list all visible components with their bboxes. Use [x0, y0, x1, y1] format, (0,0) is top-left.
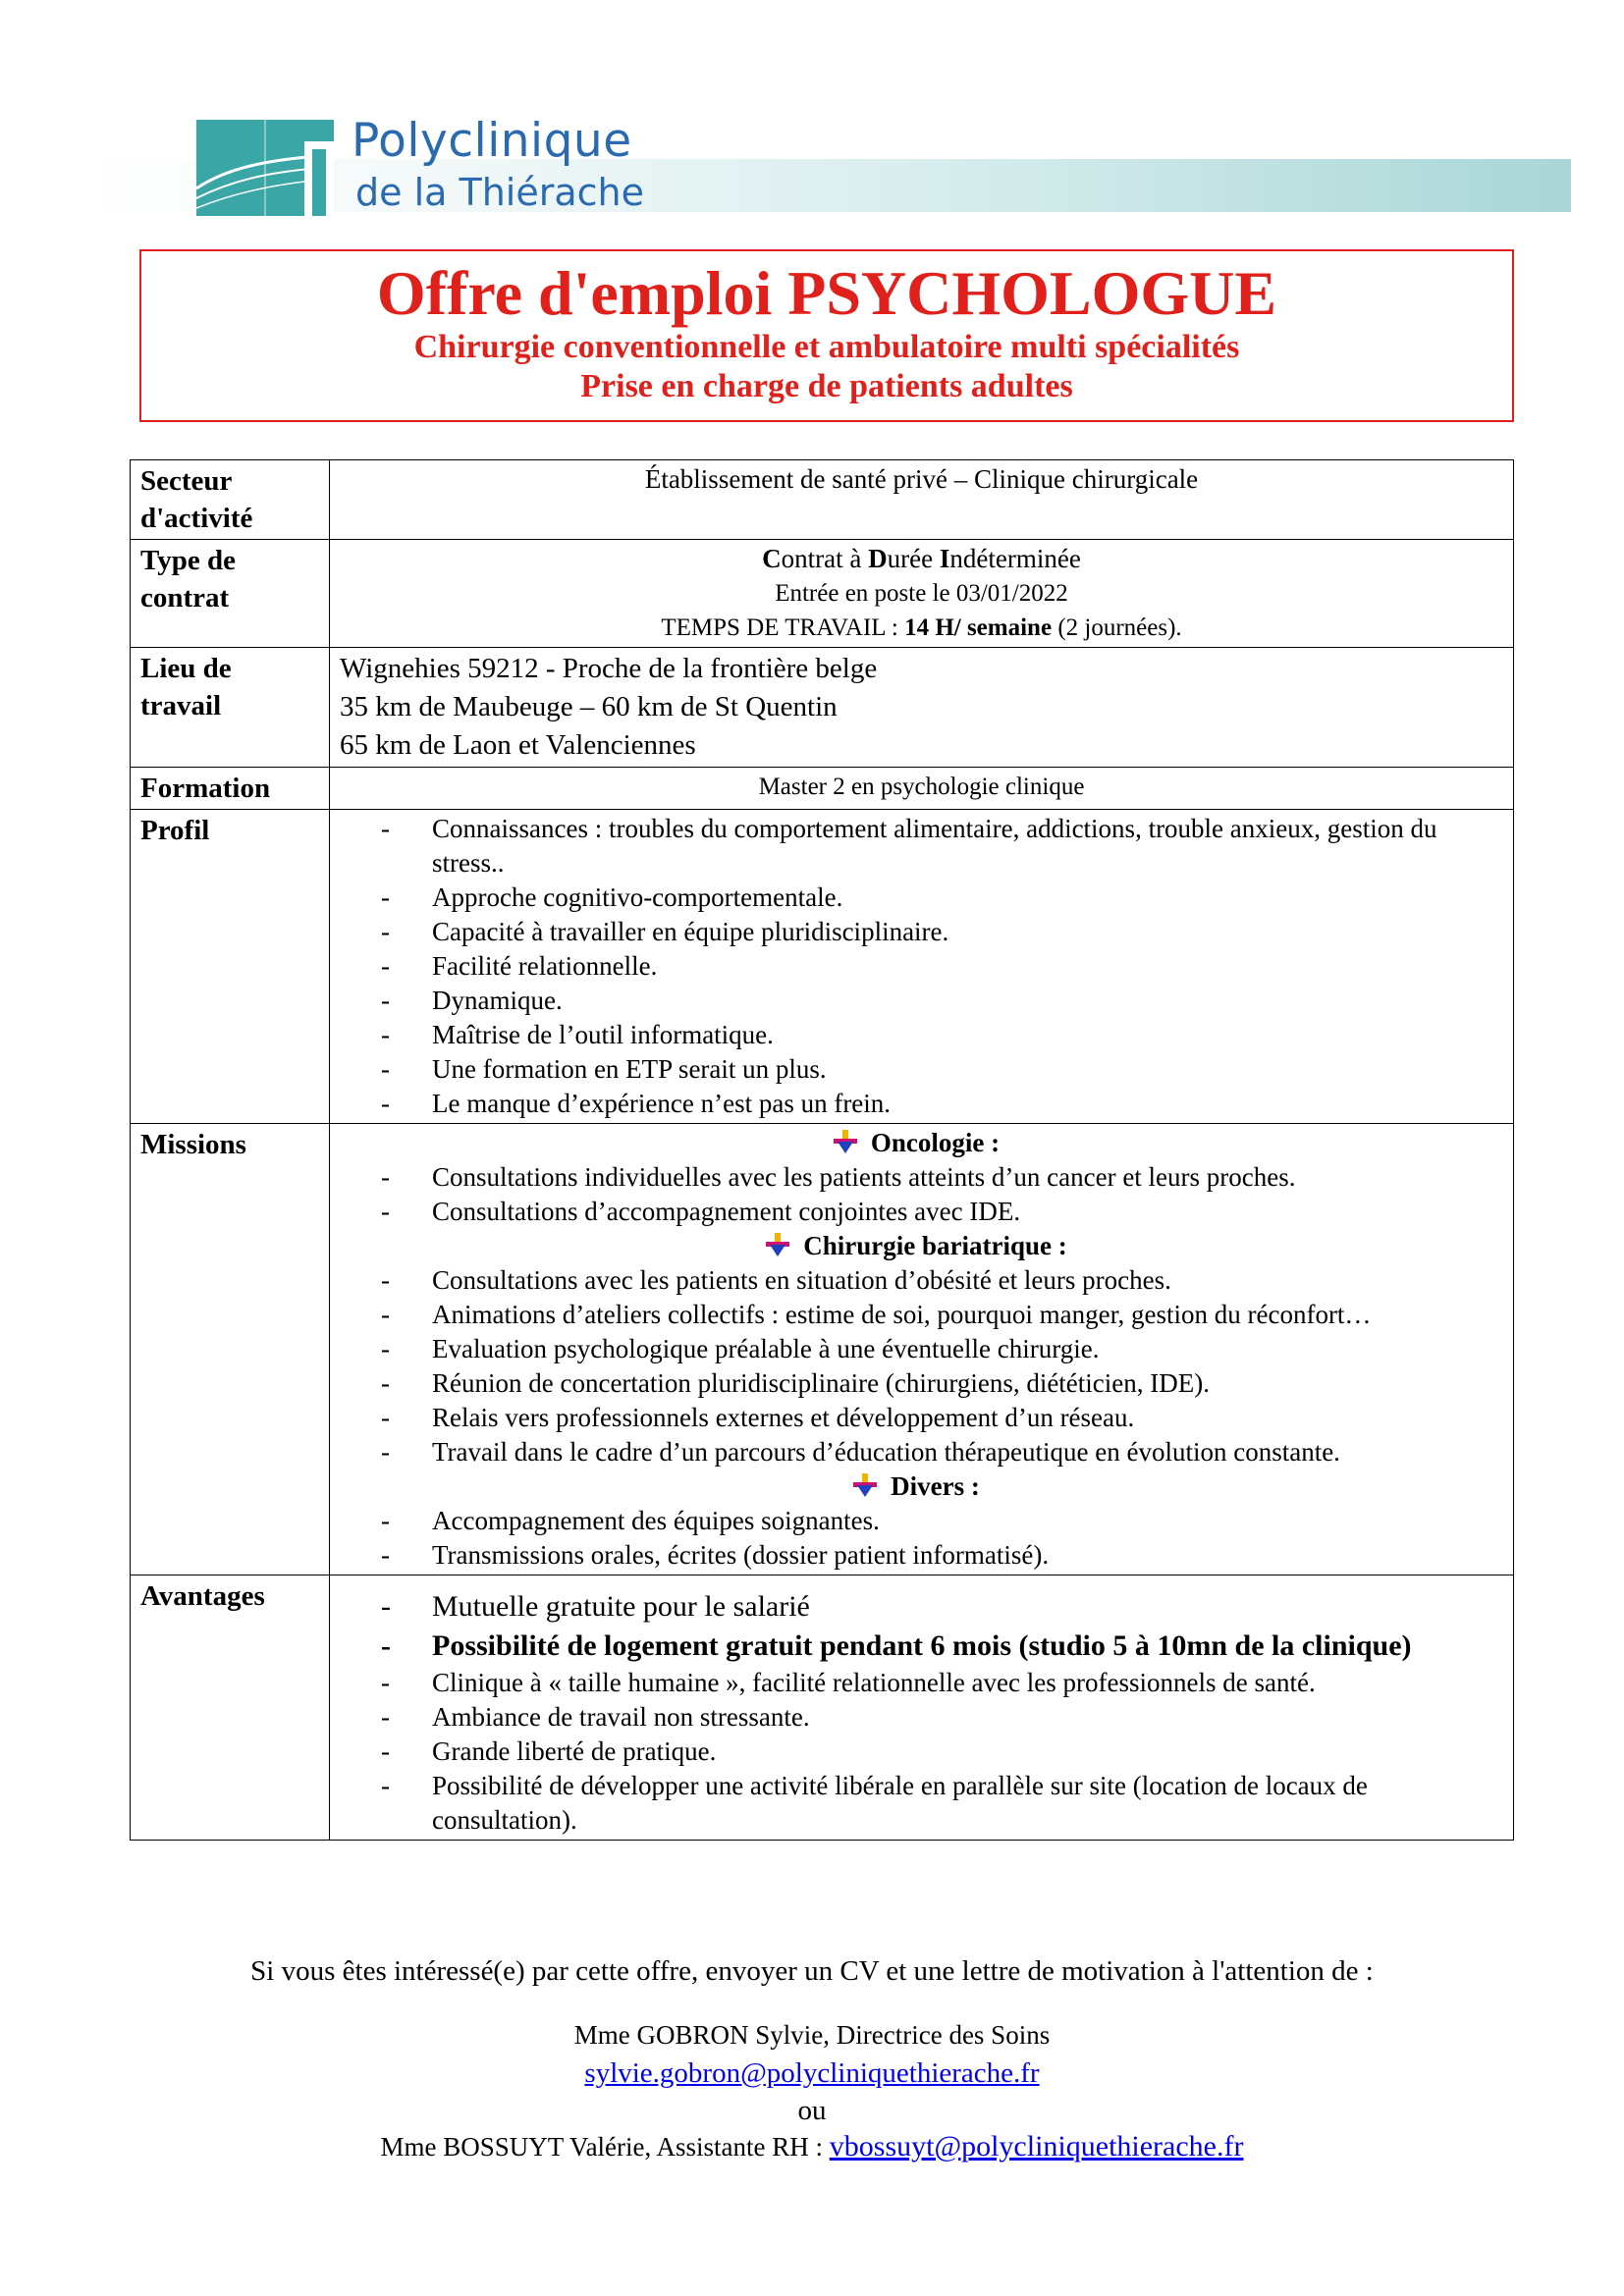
list-item: - Capacité à travailler en équipe pluridisciplinaire. [330, 915, 1503, 949]
list-item: - Le manque d’expérience n’est pas un frein. [330, 1087, 1503, 1121]
title-subline-2: Prise en charge de patients adultes [580, 368, 1073, 404]
value-profil [330, 810, 1514, 1124]
list-item: - Dynamique. [330, 984, 1503, 1018]
application-instructions: Si vous êtes intéressé(e) par cette offre, envoyer un CV et une lettre de motivation à l'attention de : [250, 1955, 1374, 1987]
row-formation [131, 768, 1514, 810]
row-secteur [131, 460, 1514, 540]
job-title-box [139, 249, 1514, 422]
oncologie-list [330, 1160, 1503, 1229]
list-item: - Clinique à « taille humaine », facilité relationnelle avec les professionnels de santé. [330, 1666, 1503, 1700]
list-item: - Approche cognitivo-comportementale. [330, 881, 1503, 915]
avantages-list [330, 1587, 1503, 1838]
row-contrat [131, 540, 1514, 648]
section-oncologie: Oncologie : [330, 1126, 1503, 1160]
contract-type: Contrat à Durée Indéterminée [762, 544, 1081, 573]
down-arrow-icon [766, 1233, 789, 1256]
divers-list [330, 1504, 1503, 1573]
value-lieu [330, 648, 1514, 768]
list-item: - Consultations individuelles avec les patients atteints d’un cancer et leurs proches. [330, 1160, 1503, 1195]
section-divers: Divers : [330, 1469, 1503, 1504]
list-item: - Evaluation psychologique préalable à une éventuelle chirurgie. [330, 1332, 1503, 1366]
label-secteur: Secteur d'activité [131, 460, 330, 540]
value-missions [330, 1124, 1514, 1575]
list-item: - Consultations d’accompagnement conjointes avec IDE. [330, 1195, 1503, 1229]
list-item: - Facilité relationnelle. [330, 949, 1503, 984]
email-link-2[interactable]: vbossuyt@polycliniquethierache.fr [829, 2130, 1244, 2163]
value-secteur: Établissement de santé privé – Clinique chirurgicale [330, 460, 1514, 540]
list-item: - Animations d’ateliers collectifs : estime de soi, pourquoi manger, gestion du réconfort… [330, 1298, 1503, 1332]
list-item: - Transmissions orales, écrites (dossier patient informatisé). [330, 1538, 1503, 1573]
list-item: - Possibilité de développer une activité libérale en parallèle sur site (location de locaux de consultation). [330, 1769, 1503, 1838]
location-line: 65 km de Laon et Valenciennes [340, 729, 696, 761]
list-item: - Travail dans le cadre d’un parcours d’éducation thérapeutique en évolution constante. [330, 1435, 1503, 1469]
contact-line-2 [0, 2130, 1624, 2163]
list-item: - Une formation en ETP serait un plus. [330, 1052, 1503, 1087]
value-contrat [330, 540, 1514, 648]
list-item: - Ambiance de travail non stressante. [330, 1700, 1503, 1735]
list-item: - Consultations avec les patients en situation d’obésité et leurs proches. [330, 1263, 1503, 1298]
location-line: Wignehies 59212 - Proche de la frontière belge [340, 653, 878, 684]
list-item: - Grande liberté de pratique. [330, 1735, 1503, 1769]
label-formation: Formation [131, 768, 330, 810]
row-missions [131, 1124, 1514, 1575]
page-title: Offre d'emploi PSYCHOLOGUE [376, 258, 1277, 328]
list-item: - Relais vers professionnels externes et développement d’un réseau. [330, 1401, 1503, 1435]
bariatrique-list [330, 1263, 1503, 1469]
or-separator: ou [797, 2095, 827, 2126]
job-details-table [130, 459, 1514, 1841]
contact-name-2: Mme BOSSUYT Valérie, Assistante RH : [380, 2132, 830, 2162]
value-formation: Master 2 en psychologie clinique [330, 768, 1514, 810]
list-item: - Possibilité de logement gratuit pendant 6 mois (studio 5 à 10mn de la clinique) [330, 1627, 1503, 1666]
value-avantages [330, 1575, 1514, 1841]
label-contrat: Type de contrat [131, 540, 330, 648]
label-lieu: Lieu de travail [131, 648, 330, 768]
list-item: - Mutuelle gratuite pour le salarié [330, 1587, 1503, 1627]
section-bariatrique: Chirurgie bariatrique : [330, 1229, 1503, 1263]
title-subline-1: Chirurgie conventionnelle et ambulatoire multi spécialités [413, 329, 1240, 365]
contact-name-1: Mme GOBRON Sylvie, Directrice des Soins [573, 2020, 1051, 2050]
list-item: - Connaissances : troubles du comportement alimentaire, addictions, trouble anxieux, gestion du stress.. [330, 812, 1503, 881]
location-line: 35 km de Maubeuge – 60 km de St Quentin [340, 691, 838, 722]
profil-list [330, 812, 1503, 1121]
row-avantages [131, 1575, 1514, 1841]
list-item: - Maîtrise de l’outil informatique. [330, 1018, 1503, 1052]
brand-subtitle: de la Thiérache [355, 171, 644, 214]
list-item: - Accompagnement des équipes soignantes. [330, 1504, 1503, 1538]
down-arrow-icon [853, 1473, 877, 1497]
down-arrow-icon [834, 1130, 857, 1153]
polyclinique-logo-icon [196, 120, 334, 216]
list-item: - Réunion de concertation pluridisciplinaire (chirurgiens, diététicien, IDE). [330, 1366, 1503, 1401]
start-date: Entrée en poste le 03/01/2022 [775, 580, 1068, 607]
email-link-1[interactable]: sylvie.gobron@polycliniquethierache.fr [584, 2057, 1040, 2089]
brand-name: Polyclinique [352, 114, 632, 168]
label-avantages: Avantages [131, 1575, 330, 1841]
row-lieu [131, 648, 1514, 768]
label-profil: Profil [131, 810, 330, 1124]
working-time: TEMPS DE TRAVAIL : 14 H/ semaine (2 journées). [661, 614, 1182, 641]
row-profil [131, 810, 1514, 1124]
contact-email-1 [0, 2057, 1624, 2090]
label-missions: Missions [131, 1124, 330, 1575]
